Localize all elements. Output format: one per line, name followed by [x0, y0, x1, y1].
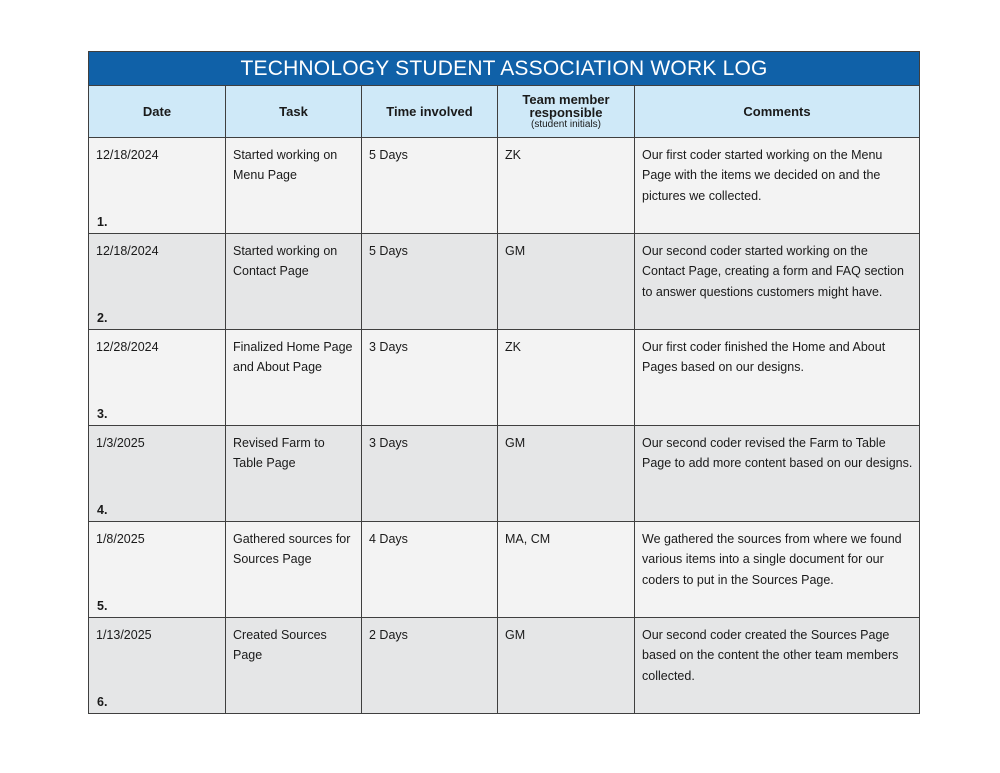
- time-value: 4 Days: [369, 532, 408, 546]
- work-log-table: [88, 51, 920, 714]
- comments-cell: [635, 426, 920, 522]
- task-value: Started working on Contact Page: [233, 244, 338, 279]
- time-value: 2 Days: [369, 628, 408, 642]
- row-number: 5.: [97, 599, 108, 613]
- member-value: ZK: [505, 148, 521, 162]
- date-value: 12/18/2024: [96, 148, 159, 162]
- header-member-sub: (student initials): [530, 118, 602, 130]
- row-number: 2.: [97, 311, 108, 325]
- comments-cell: [635, 618, 920, 714]
- task-value: Started working on Menu Page: [233, 148, 338, 183]
- time-cell: [362, 138, 498, 234]
- comments-value: We gathered the sources from where we found various items into a single document for our coders to put in the Sources Page.: [642, 532, 902, 587]
- row-number: 4.: [97, 503, 108, 517]
- header-date: Date: [89, 86, 226, 138]
- time-cell: [362, 426, 498, 522]
- comments-cell: [635, 234, 920, 330]
- time-cell: [362, 330, 498, 426]
- task-value: Finalized Home Page and About Page: [233, 340, 353, 375]
- member-value: GM: [505, 244, 526, 258]
- header-task: Task: [226, 86, 362, 138]
- header-member-label: Team member responsible: [522, 91, 610, 120]
- task-value: Revised Farm to Table Page: [233, 436, 325, 471]
- date-cell: [89, 234, 226, 330]
- date-value: 1/13/2025: [96, 628, 152, 642]
- table-row: [89, 618, 920, 714]
- task-value: Gathered sources for Sources Page: [233, 532, 351, 567]
- date-value: 1/3/2025: [96, 436, 145, 450]
- task-value: Created Sources Page: [233, 628, 327, 663]
- date-value: 1/8/2025: [96, 532, 145, 546]
- date-cell: [89, 426, 226, 522]
- time-value: 5 Days: [369, 148, 408, 162]
- time-value: 3 Days: [369, 436, 408, 450]
- member-value: ZK: [505, 340, 521, 354]
- task-cell: [226, 426, 362, 522]
- comments-cell: [635, 330, 920, 426]
- date-cell: [89, 618, 226, 714]
- comments-cell: [635, 138, 920, 234]
- member-cell: [498, 234, 635, 330]
- member-cell: [498, 330, 635, 426]
- table-row: [89, 234, 920, 330]
- member-value: MA, CM: [505, 532, 551, 546]
- date-cell: [89, 138, 226, 234]
- time-cell: [362, 618, 498, 714]
- comments-value: Our second coder started working on the Contact Page, creating a form and FAQ section to answer questions customers might have.: [642, 244, 904, 299]
- table-row: [89, 522, 920, 618]
- page-title: TECHNOLOGY STUDENT ASSOCIATION WORK LOG: [89, 52, 920, 86]
- header-comments: Comments: [635, 86, 920, 138]
- table-row: [89, 330, 920, 426]
- time-value: 3 Days: [369, 340, 408, 354]
- time-value: 5 Days: [369, 244, 408, 258]
- task-cell: [226, 330, 362, 426]
- date-cell: [89, 522, 226, 618]
- time-cell: [362, 522, 498, 618]
- comments-value: Our second coder revised the Farm to Table Page to add more content based on our designs.: [642, 436, 913, 471]
- header-time: Time involved: [362, 86, 498, 138]
- task-cell: [226, 522, 362, 618]
- row-number: 1.: [97, 215, 108, 229]
- date-value: 12/18/2024: [96, 244, 159, 258]
- member-cell: [498, 138, 635, 234]
- comments-value: Our second coder created the Sources Page based on the content the other team members collected.: [642, 628, 899, 683]
- date-cell: [89, 330, 226, 426]
- task-cell: [226, 618, 362, 714]
- task-cell: [226, 138, 362, 234]
- date-value: 12/28/2024: [96, 340, 159, 354]
- member-value: GM: [505, 628, 526, 642]
- time-cell: [362, 234, 498, 330]
- table-row: [89, 138, 920, 234]
- comments-cell: [635, 522, 920, 618]
- member-cell: [498, 426, 635, 522]
- row-number: 3.: [97, 407, 108, 421]
- member-value: GM: [505, 436, 526, 450]
- row-number: 6.: [97, 695, 108, 709]
- header-member: [498, 86, 635, 138]
- member-cell: [498, 618, 635, 714]
- comments-value: Our first coder started working on the Menu Page with the items we decided on and the pictures we collected.: [642, 148, 883, 203]
- table-row: [89, 426, 920, 522]
- comments-value: Our first coder finished the Home and About Pages based on our designs.: [642, 340, 886, 375]
- member-cell: [498, 522, 635, 618]
- task-cell: [226, 234, 362, 330]
